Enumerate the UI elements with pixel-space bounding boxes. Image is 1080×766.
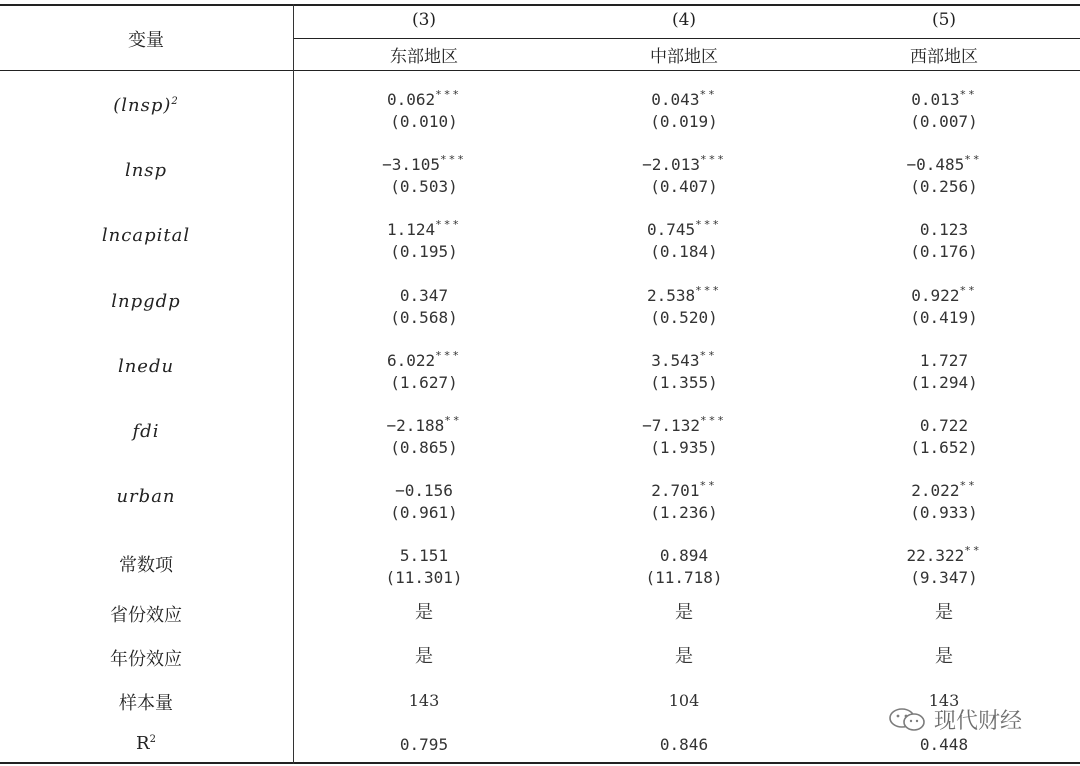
column-number-5: (5) [931, 10, 957, 30]
coefficient: 0.922 [911, 285, 960, 305]
top-rule [0, 4, 1080, 6]
value-cell: 0.846 [659, 735, 709, 754]
coefficient: 2.538 [646, 285, 696, 305]
row-label-text: 省份效应 [110, 605, 182, 626]
standard-error: (0.184) [650, 242, 718, 262]
row-label-text: R [136, 733, 150, 754]
standard-error: (0.933) [910, 503, 978, 523]
coef-cell [554, 475, 814, 524]
value-cell: 104 [668, 691, 700, 710]
row-label-text: 样本量 [119, 693, 173, 714]
coefficient: −2.188 [386, 416, 445, 435]
value-cell: 是 [675, 602, 693, 623]
value-cell: 143 [928, 691, 960, 710]
coef-cell [294, 540, 554, 589]
standard-error: (0.195) [390, 242, 458, 262]
row-label [0, 689, 292, 715]
coefficient: 0.347 [399, 285, 449, 305]
coef-cell [554, 410, 814, 459]
significance-stars: ** [964, 544, 982, 558]
column-name-west: 西部地区 [910, 47, 978, 67]
standard-error: (0.503) [390, 177, 458, 197]
coefficient: 0.894 [659, 546, 709, 566]
row-label [0, 601, 292, 627]
coef-cell [554, 214, 814, 263]
coef-cell [294, 149, 554, 198]
standard-error: (1.652) [910, 438, 978, 457]
value-cell: 是 [415, 646, 433, 667]
row-label-text: fdi [132, 421, 160, 442]
standard-error: (0.961) [390, 503, 458, 523]
standard-error: (9.347) [910, 568, 978, 588]
standard-error: (0.010) [390, 112, 458, 131]
coefficient: 0.013 [911, 90, 960, 109]
coefficient: 1.124 [386, 220, 436, 240]
variable-header: 变量 [128, 30, 164, 51]
coefficient: 0.062 [386, 90, 436, 109]
coef-cell [814, 475, 1074, 524]
standard-error: (1.236) [650, 503, 718, 523]
coefficient: −3.105 [382, 155, 440, 175]
coefficient: 0.745 [646, 220, 696, 240]
row-label-text: urban [116, 486, 176, 508]
significance-stars: ** [964, 153, 982, 167]
standard-error: (0.419) [910, 307, 978, 327]
watermark [888, 704, 1022, 735]
significance-stars: ** [699, 88, 717, 101]
row-label [0, 421, 292, 442]
bottom-rule [0, 762, 1080, 764]
value-cell: 是 [935, 646, 953, 667]
coef-cell [554, 149, 814, 198]
coefficient: 0.123 [919, 220, 969, 240]
coefficient: −0.156 [395, 481, 453, 501]
coef-cell [814, 410, 1074, 459]
row-label-text: lncapital [101, 225, 191, 247]
value-cell: 143 [408, 691, 440, 710]
coefficient: 2.701 [651, 481, 700, 501]
standard-error: (1.355) [650, 372, 718, 392]
significance-stars: *** [435, 88, 462, 101]
significance-stars: *** [435, 348, 462, 362]
coef-cell [294, 280, 554, 329]
standard-error: (0.865) [390, 438, 458, 457]
standard-error: (0.407) [650, 177, 718, 197]
standard-error: (1.627) [390, 372, 458, 392]
coef-cell [814, 149, 1074, 198]
row-label [0, 356, 292, 377]
coef-cell [814, 540, 1074, 589]
coef-cell [294, 214, 554, 263]
coefficient: 0.043 [651, 90, 700, 109]
header-bottom-rule [0, 70, 1080, 71]
header-mid-rule [293, 38, 1080, 39]
significance-stars: ** [959, 479, 977, 493]
coefficient: 22.322 [906, 546, 965, 566]
standard-error: (11.718) [645, 568, 723, 588]
row-label-text: (lnsp) [113, 95, 172, 116]
standard-error: (0.019) [650, 112, 718, 131]
row-label [0, 95, 292, 116]
coefficient: 2.022 [911, 481, 960, 501]
coefficient: 5.151 [399, 546, 449, 566]
standard-error: (11.301) [385, 568, 463, 588]
significance-stars: *** [695, 283, 722, 297]
column-name-east: 东部地区 [390, 47, 458, 67]
significance-stars: ** [699, 479, 717, 493]
coef-cell [554, 280, 814, 329]
row-label-text: lnedu [117, 355, 175, 377]
coef-cell [294, 410, 554, 459]
row-label [0, 645, 292, 671]
column-number-3: (3) [411, 10, 437, 30]
column-name-central: 中部地区 [650, 47, 718, 67]
coefficient: −7.132 [642, 416, 700, 435]
coef-cell [294, 475, 554, 524]
row-label-sup: 2 [171, 96, 179, 107]
value-cell: 是 [675, 646, 693, 667]
coefficient: 1.727 [919, 350, 969, 370]
coef-cell [554, 345, 814, 394]
standard-error: (1.935) [650, 438, 718, 457]
row-label [0, 486, 292, 507]
wechat-icon [888, 707, 928, 733]
standard-error: (0.520) [650, 307, 718, 327]
coef-cell [814, 84, 1074, 133]
column-number-4: (4) [671, 10, 697, 30]
significance-stars: *** [699, 414, 726, 427]
row-label-text: 年份效应 [110, 649, 182, 670]
coefficient: 6.022 [386, 350, 436, 370]
standard-error: (0.256) [910, 177, 978, 197]
coef-cell [554, 540, 814, 589]
significance-stars: ** [959, 283, 977, 297]
standard-error: (1.294) [910, 372, 978, 392]
row-label [0, 291, 292, 312]
value-cell: 是 [935, 602, 953, 623]
coef-cell [294, 84, 554, 133]
significance-stars: ** [699, 348, 717, 362]
watermark-text: 现代财经 [934, 709, 1023, 734]
row-label-text: lnpgdp [111, 290, 181, 312]
row-label [0, 551, 292, 577]
standard-error: (0.007) [910, 112, 978, 131]
row-label [0, 225, 292, 246]
significance-stars: *** [435, 218, 462, 232]
row-label-sup: 2 [149, 734, 156, 745]
row-label [0, 733, 292, 754]
coefficient: −0.485 [906, 155, 965, 175]
coef-cell [814, 345, 1074, 394]
row-label-text: lnsp [124, 160, 168, 182]
value-cell: 0.448 [919, 735, 969, 754]
coefficient: −2.013 [642, 155, 700, 175]
coef-cell [294, 345, 554, 394]
coefficient: 3.543 [651, 350, 700, 370]
coef-cell [554, 84, 814, 133]
coefficient: 0.722 [919, 416, 969, 435]
significance-stars: *** [439, 153, 466, 167]
significance-stars: ** [444, 414, 462, 427]
standard-error: (0.568) [390, 307, 458, 327]
coef-cell [814, 280, 1074, 329]
value-cell: 0.795 [399, 735, 449, 754]
value-cell: 是 [415, 602, 433, 623]
significance-stars: *** [695, 218, 722, 232]
significance-stars: ** [959, 88, 977, 101]
row-label [0, 160, 292, 181]
coef-cell [814, 214, 1074, 263]
significance-stars: *** [699, 153, 726, 167]
row-label-text: 常数项 [119, 555, 173, 577]
standard-error: (0.176) [910, 242, 978, 262]
